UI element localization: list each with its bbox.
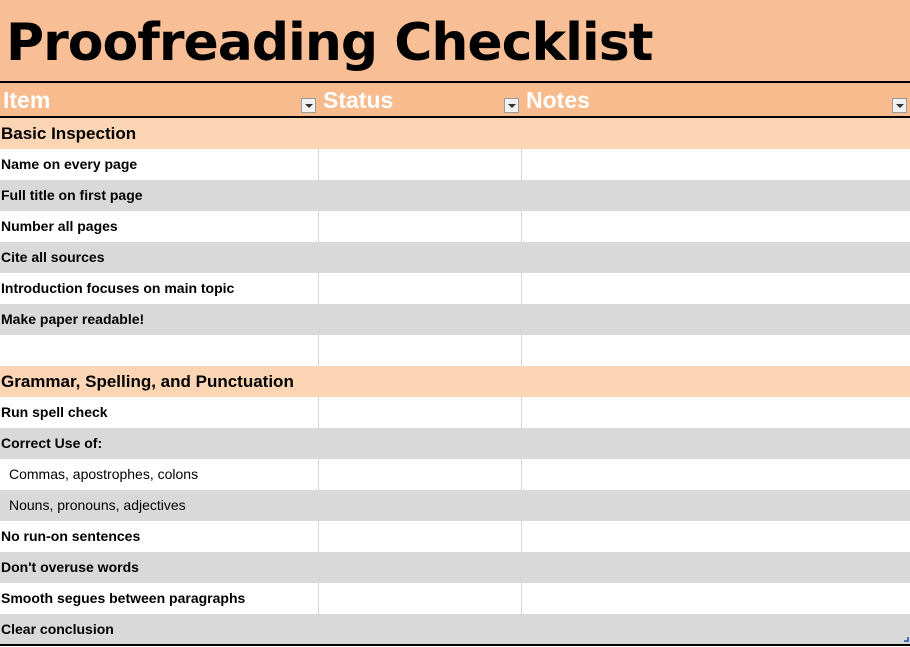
notes-cell[interactable] [521,397,910,428]
item-cell[interactable]: Smooth segues between paragraphs [1,590,246,606]
item-cell[interactable]: Introduction focuses on main topic [1,280,235,296]
table-row [0,521,910,552]
status-cell[interactable] [318,242,521,273]
section-row [0,118,910,149]
table-row [0,459,910,490]
notes-cell[interactable] [521,614,910,645]
status-cell[interactable] [318,583,521,614]
status-cell[interactable] [318,180,521,211]
status-cell[interactable] [318,149,521,180]
table-row [0,180,910,211]
table-resize-handle[interactable] [904,637,909,642]
column-header-label: Notes [526,87,590,113]
notes-cell[interactable] [521,211,910,242]
notes-cell[interactable] [521,366,910,397]
item-cell[interactable]: Commas, apostrophes, colons [9,466,199,482]
column-header-notes[interactable] [523,83,910,116]
table-bottom-border [0,644,910,646]
title-band [0,0,910,81]
status-cell[interactable] [318,335,521,366]
chevron-down-icon[interactable] [504,98,519,113]
table-row [0,490,910,521]
status-cell[interactable] [318,552,521,583]
item-cell[interactable]: Run spell check [1,404,108,420]
notes-cell[interactable] [521,273,910,304]
status-cell[interactable] [318,521,521,552]
column-header-status[interactable] [320,83,523,116]
item-cell[interactable]: Name on every page [1,156,138,172]
status-cell[interactable] [318,304,521,335]
table-row [0,149,910,180]
table-header-row [0,83,910,116]
table-row [0,428,910,459]
status-cell[interactable] [318,490,521,521]
table-row [0,335,910,366]
notes-cell[interactable] [521,304,910,335]
notes-cell[interactable] [521,118,910,149]
column-header-label: Item [3,87,51,113]
chevron-down-icon[interactable] [892,98,907,113]
notes-cell[interactable] [521,521,910,552]
status-cell[interactable] [318,459,521,490]
notes-cell[interactable] [521,552,910,583]
status-cell[interactable] [318,397,521,428]
table-row [0,397,910,428]
item-cell[interactable]: Nouns, pronouns, adjectives [9,497,186,513]
status-cell[interactable] [318,118,521,149]
item-cell[interactable]: Cite all sources [1,249,105,265]
sheet-title[interactable]: Proofreading Checklist [6,13,653,73]
table-row [0,552,910,583]
status-cell[interactable] [318,428,521,459]
status-cell[interactable] [318,211,521,242]
table-row [0,614,910,645]
notes-cell[interactable] [521,490,910,521]
item-cell[interactable]: Clear conclusion [1,621,114,637]
notes-cell[interactable] [521,428,910,459]
section-row [0,366,910,397]
item-cell[interactable]: Don't overuse words [1,559,139,575]
status-cell[interactable] [318,614,521,645]
item-cell[interactable]: Correct Use of: [1,435,103,451]
notes-cell[interactable] [521,583,910,614]
status-cell[interactable] [318,366,521,397]
item-cell[interactable]: Make paper readable! [1,311,145,327]
item-cell[interactable]: No run-on sentences [1,528,141,544]
table-row [0,273,910,304]
item-cell[interactable]: Full title on first page [1,187,143,203]
item-cell[interactable]: Number all pages [1,218,118,234]
notes-cell[interactable] [521,149,910,180]
table-body [0,118,910,645]
table-row [0,211,910,242]
status-cell[interactable] [318,273,521,304]
column-header-item[interactable] [0,83,318,116]
item-cell[interactable] [0,335,318,366]
section-header-cell[interactable]: Basic Inspection [1,124,137,143]
table-row [0,304,910,335]
section-header-cell[interactable]: Grammar, Spelling, and Punctuation [1,372,294,391]
chevron-down-icon[interactable] [301,98,316,113]
notes-cell[interactable] [521,335,910,366]
table-row [0,583,910,614]
notes-cell[interactable] [521,459,910,490]
column-header-label: Status [323,87,394,113]
notes-cell[interactable] [521,242,910,273]
table-row [0,242,910,273]
notes-cell[interactable] [521,180,910,211]
